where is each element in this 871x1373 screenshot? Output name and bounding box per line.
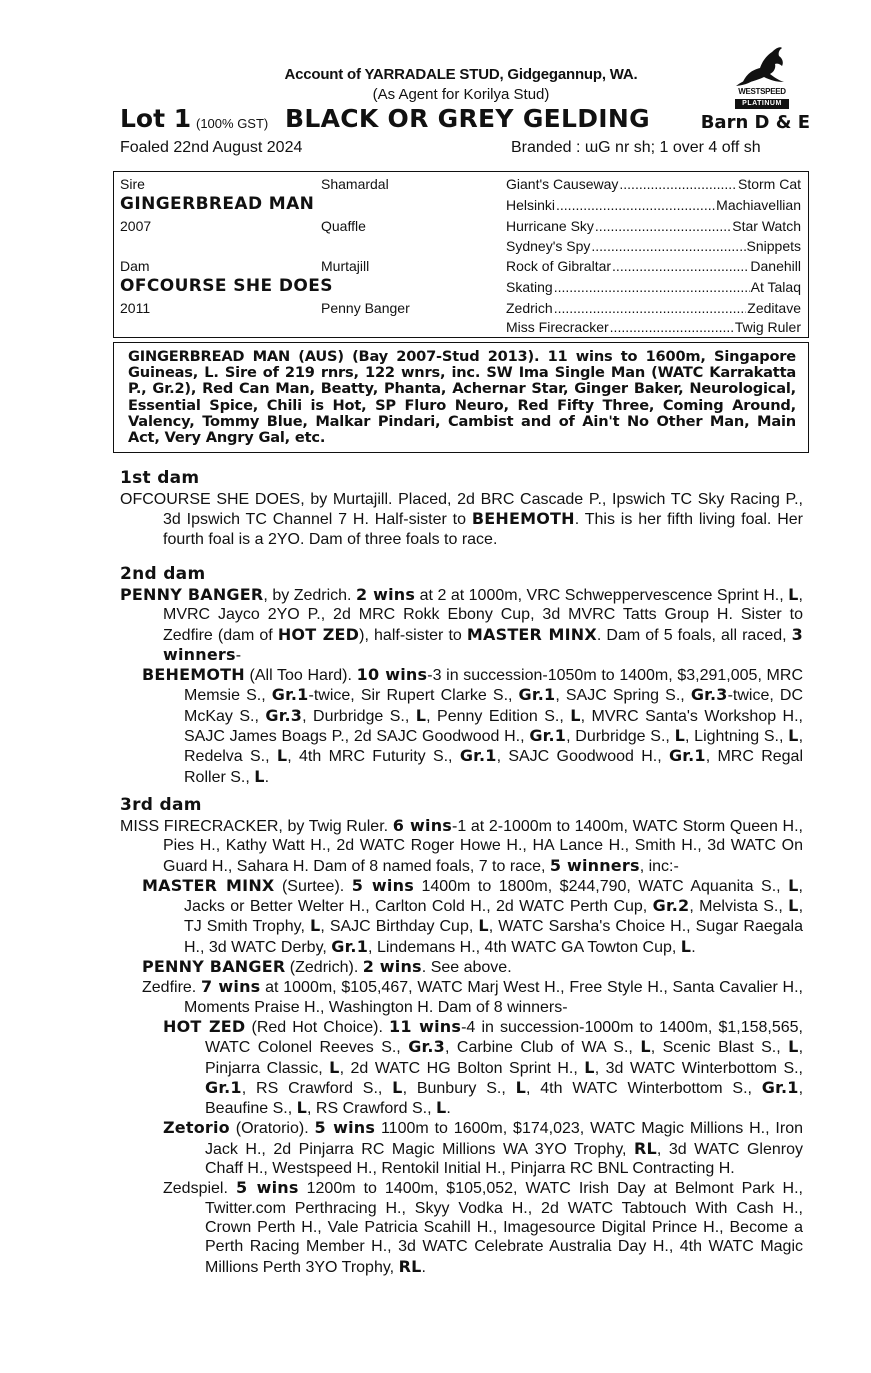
grandparent-row: Skating ..... At Talaq — [506, 279, 801, 295]
progeny-behemoth: BEHEMOTH (All Too Hard). 10 wins-3 in succession-1050m to 1400m, $3,291,005, MRC Memsie S., Gr.1-twice, Sir Rupert Clarke S., Gr.1, SAJC Spring S., Gr.3-twice, DC McKay S., Gr.3, Durbridge S., L, Penny Edition S., L, MVRC Santa's Workshop H., SAJC James Boags P., 2d SAJC Goodwood H., Gr.1, Durbridge S., L, Lightning S., L, Redelva S., L, 4th MRC Futurity S., Gr.1, SAJC Goodwood H., Gr.1, MRC Regal Roller S., L. — [142, 665, 804, 786]
first-dam-section — [120, 490, 803, 549]
grandparent-row: Giant's Causeway ..... Storm Cat — [506, 176, 801, 192]
dam-name: OFCOURSE SHE DOES — [120, 276, 333, 296]
pedigree-table — [113, 171, 809, 338]
lot-line — [120, 104, 810, 138]
logo-wordmark: WESTSPEED — [738, 87, 786, 96]
sire-sire: Shamardal — [321, 176, 389, 192]
brand-description: Branded : ɯG nr sh; 1 over 4 off sh — [511, 139, 761, 156]
progeny-zetorio: Zetorio (Oratorio). 5 wins 1100m to 1600m, $174,023, WATC Magic Millions H., Iron Jack H., 2d Pinjarra RC Magic Millions WA 3YO Trophy, RL, 3d WATC Glenroy Chaff H., Westspeed H., Rentokil Initial H., Pinjarra RC BNL Contracting H. — [163, 1118, 803, 1178]
agent-line: (As Agent for Korilya Stud) — [372, 86, 550, 103]
dam-sire: Murtajill — [321, 258, 370, 274]
consignor-line: Account of YARRADALE STUD, Gidgegannup, WA. — [284, 66, 638, 83]
sire-label: Sire — [120, 176, 145, 192]
sire-name: GINGERBREAD MAN — [120, 194, 315, 214]
first-dam-heading: 1st dam — [120, 468, 200, 488]
sire-summary-box — [113, 342, 809, 453]
grandparent-row: Helsinki ..... Machiavellian — [506, 197, 801, 213]
progeny-zedfire: Zedfire. 7 wins at 1000m, $105,467, WATC Marj West H., Free Style H., Santa Cavalier H., Moments Praise H., Washington H. Dam of 8 winners- — [142, 977, 803, 1016]
progeny-master-minx: MASTER MINX (Surtee). 5 wins 1400m to 1800m, $244,790, WATC Aquanita S., L, Jacks or Better Welter H., Carlton Cold H., 2d WATC Perth Cup, Gr.2, Melvista S., L, TJ Smith Trophy, L, SAJC Birthday Cup, L, WATC Sarsha's Choice H., Sugar Raegala H., 3d WATC Derby, Gr.1, Lindemans H., 4th WATC GA Towton Cup, L. — [142, 875, 804, 956]
lot-number: Lot 1 — [120, 104, 192, 133]
grandparent-row: Miss Firecracker ..... Twig Ruler — [506, 319, 801, 335]
dam-year: 2011 — [120, 300, 151, 316]
barn-location: Barn D & E — [700, 112, 810, 133]
third-dam-heading: 3rd dam — [120, 795, 202, 815]
sire-year: 2007 — [120, 218, 152, 234]
foaled-date: Foaled 22nd August 2024 — [120, 139, 303, 156]
second-dam-paragraph: PENNY BANGER, by Zedrich. 2 wins at 2 at 1000m, VRC Schweppervescence Sprint H., L, MVRC Jayco 2YO P., 2d MRC Rokk Ebony Cup, 3d MVRC Tatts Group H. Sister to Zedfire (dam of HOT ZED), half-sister to MASTER MINX. Dam of 5 foals, all raced, 3 winners- — [120, 585, 803, 664]
gst-note: (100% GST) — [196, 116, 269, 131]
second-dam-heading: 2nd dam — [120, 564, 206, 584]
horse-logo-icon — [732, 44, 792, 88]
dam-dam: Penny Banger — [321, 300, 410, 316]
progeny-zedspiel: Zedspiel. 5 wins 1200m to 1400m, $105,052, WATC Irish Day at Belmont Park H., Twitter.com Perthracing H., Skyy Vodka H., 2d WATC Tabtouch With Cash H., Crown Perth H., Vale Patricia Scahill H., Imagesource Digital Prince H., Become a Perth Racing Member H., 3d WATC Celebrate Australia Day H., 4th WATC Magic Millions Perth 3YO Trophy, RL. — [163, 1178, 803, 1276]
lot-title: BLACK OR GREY GELDING — [285, 104, 650, 133]
third-dam-paragraph: MISS FIRECRACKER, by Twig Ruler. 6 wins-1 at 2-1000m to 1400m, WATC Storm Queen H., Pies H., Kathy Watt H., 2d WATC Roger Howe H., HA Lance H., Smith H., 3d WATC On Guard H., Sahara H. Dam of 8 named foals, 7 to race, 5 winners, inc:- — [120, 816, 804, 875]
logo-badge: PLATINUM — [735, 99, 789, 109]
second-dam-section — [120, 585, 803, 787]
grandparent-row: Hurricane Sky ..... Star Watch — [506, 218, 801, 234]
progeny-hot-zed: HOT ZED (Red Hot Choice). 11 wins-4 in succession-1000m to 1400m, $1,158,565, WATC Colonel Reeves S., Gr.3, Carbine Club of WA S., L, Scenic Blast S., L, Pinjarra Classic, L, 2d WATC HG Bolton Sprint H., L, 3d WATC Winterbottom S., Gr.1, RS Crawford S., L, Bunbury S., L, 4th WATC Winterbottom S., Gr.1, Beaufine S., L, RS Crawford S., L. — [163, 1016, 804, 1118]
grandparent-row: Sydney's Spy ..... Snippets — [506, 238, 801, 254]
grandparent-row: Rock of Gibraltar ..... Danehill — [506, 258, 801, 274]
westspeed-logo — [732, 44, 792, 110]
dam-label: Dam — [120, 258, 150, 274]
progeny-penny-banger: PENNY BANGER (Zedrich). 2 wins. See above. — [142, 957, 512, 977]
sire-summary: GINGERBREAD MAN (AUS) (Bay 2007-Stud 2013). 11 wins to 1600m, Singapore Guineas, L. Sire of 219 rnrs, 122 wnrs, inc. SW Ima Single Man (WATC Karrakatta P., Gr.2), Red Can Man, Beatty, Phanta, Achernar Star, Ginger Baker, Neurological, Essential Spice, Chili is Hot, SP Fluro Neuro, Red Fifty Three, Coming Around, Valency, Tommy Blue, Malkar Pindari, Cambist and of Ain't No Other Man, Main Act, Very Angry Gal, etc. — [128, 348, 796, 447]
third-dam-section — [120, 816, 803, 1277]
first-dam-paragraph: OFCOURSE SHE DOES, by Murtajill. Placed, 2d BRC Cascade P., Ipswich TC Sky Racing P., 3d Ipswich TC Channel 7 H. Half-sister to BEHEMOTH. This is her fifth living foal. Her fourth foal is a 2YO. Dam of three foals to race. — [120, 491, 804, 548]
grandparent-row: Zedrich ..... Zeditave — [506, 300, 801, 316]
sire-dam: Quaffle — [321, 218, 366, 234]
